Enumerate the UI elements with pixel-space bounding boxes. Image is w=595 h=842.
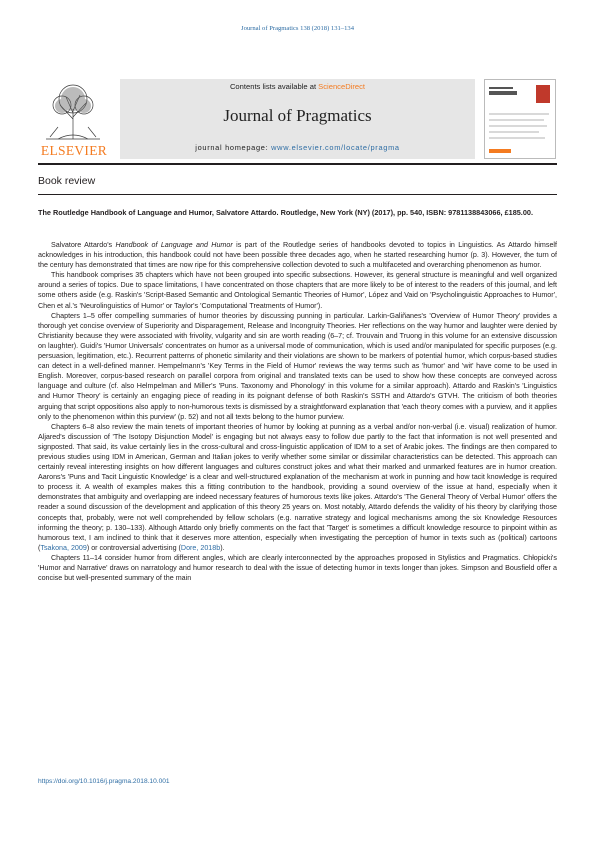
article-body bbox=[38, 240, 557, 583]
header-divider-thick bbox=[38, 163, 557, 165]
journal-cover-thumbnail bbox=[484, 79, 556, 159]
sciencedirect-link[interactable]: ScienceDirect bbox=[318, 82, 366, 91]
section-divider-thin bbox=[38, 194, 557, 195]
paragraph-5: Chapters 11–14 consider humor from different angles, which are clearly interconnected by the approaches proposed in Stylistics and Pragmatics. Chłopicki's 'Humor and Narrative' draws on narratology and humor research to deal with the issue of detecting humor in texts longer than jokes. Simpson and Bousfield offer a concise but well-presented summary of the main bbox=[38, 553, 557, 583]
section-label: Book review bbox=[38, 175, 96, 187]
review-bibliographic-heading: The Routledge Handbook of Language and Humor, Salvatore Attardo. Routledge, New York (NY) (2017), pp. 540, ISBN: 9781138843066, £185.00. bbox=[38, 208, 533, 217]
citation-link-dore[interactable]: Dore, 2018b bbox=[180, 543, 221, 552]
journal-title: Journal of Pragmatics bbox=[223, 106, 372, 125]
journal-homepage-line bbox=[120, 143, 475, 152]
doi-link[interactable]: https://doi.org/10.1016/j.pragma.2018.10.001 bbox=[38, 778, 170, 785]
citation-link-tsakona[interactable]: Tsakona, 2009 bbox=[40, 543, 87, 552]
contents-prefix: Contents lists available at bbox=[229, 82, 319, 91]
paragraph-4: Chapters 6–8 also review the main tenets of important theories of humor by looking at punning as a verbal and/or non-verbal (i.e. visual) realization of humor. Aljared's discussion of 'The Isotopy Disjunction Model' is engaging but not always easy to follow due partly to the fact that information is not well presented and signposted. That said, its value certainly lies in the cross-cultural and cross-linguistic application of IDM to a set of Arabic jokes. The findings are then compared to previous studies using IDM in American, German and Italian jokes to verify whether some similar or dissimilar characteristics can be detected. This approach can certainly reveal interesting insights on how different languages and cultures construct jokes and what their marked and unmarked features are in humor creation. Aarons's 'Puns and Tacit Linguistic Knowledge' is a clear and well-structured explanation of the mechanism at work in punning and how tacit knowledge is required to process it. A wealth of examples makes this a fitting contribution to the handbook, providing a sound overview of the issue at hand, especially when it demonstrates that ambiguity and overlapping are indeed necessary features of humorous texts like jokes. Attardo's 'The General Theory of Verbal Humor' offers the reader a sound discussion of the development and application of this theory 25 years on. Most notably, Attardo defends the validity of his theory by clarifying those concepts that, probably, were not well comprehended by fellow scholars (e.g. narrative strategy and logical mechanisms among the six Knowledge Resources informing the theory; p. 130–133). Although Attardo only briefly comments on the fact that 'Target' is sometimes a difficult knowledge resource to pinpoint within as humorous text, I am inclined to think that it deserves more attention, especially when investigating the perception of humor in texts such as (political) cartoons (Tsakona, 2009) or controversial advertising (Dore, 2018b). bbox=[38, 422, 557, 552]
paragraph-2: This handbook comprises 35 chapters which have not been grouped into specific subsections. However, its general structure is meaningful and well organized around a series of topics. Due to space limitations, I have concentrated on those chapters that are more likely to be of interest to the readers of this journal, and left some others aside (e.g. Raskin's 'Script-Based Semantic and Ontological Semantic Theories of Humor', López and Vaid on 'Psycholinguistic Approaches to Humor', Chen et al.'s 'Neurolinguistics of Humor' or Taylor's 'Computational Treatments of Humor'). bbox=[38, 271, 557, 310]
homepage-url-link[interactable]: www.elsevier.com/locate/pragma bbox=[271, 143, 400, 152]
contents-line bbox=[120, 82, 475, 91]
journal-reference: Journal of Pragmatics 138 (2018) 131–134 bbox=[241, 25, 354, 32]
paragraph-3: Chapters 1–5 offer compelling summaries of humor theories by discussing punning in particular. Larkin-Galiñanes's 'Overview of Humor Theory' provides a thorough yet concise overview of Superiority and Disparagement, Release and Incongruity Theories. Her reflections on the way humor and laughter were denied by Christianity because they were associated with frivolity, vulgarity and sin are worth reading (6–7; cf. Trouvain and Truong in this volume for an extensive discussion on laughter). Guidi's 'Humor Universals' concentrates on humor as a universal mode of communication, which is used and/or manipulated for specific purposes (e.g. persuasion, legitimation, etc.). Recurrent patterns of phonetic similarity and their violations are shown to be markers of potential humor, which corpus-based studies can detect in a well-defined manner. Hempelmann's 'Key Terms in the Field of Humor' reviews the way terms such as 'humor' and 'wit' have come to be used in English. Moreover, corpus-based research on parallel corpora from original and translated texts can be used to show how these concepts are conveyed across language and culture (cf. also Helmpelman and Miller's 'Puns. Taxonomy and Phonology' in this volume for a similar approach). Attardo and Raskin's 'Linguistics and Humor Theory' is certainly an engaging piece of reading in its poignant defense of both Raskin's SSTH and Attardo's GTVH. The criticism of both theories arguing that script oppositions also apply to non-humorous texts is dismissed by a straightforward explanation that 'each theory comes with a purview, and it applies only to the phenomenon within this purview' (p. 52) and not all texts belong to the humor purview. bbox=[38, 311, 557, 421]
book-title-italic: Handbook of Language and Humor bbox=[115, 241, 233, 249]
homepage-prefix: journal homepage: bbox=[195, 143, 272, 152]
paragraph-1: Salvatore Attardo's Handbook of Language and Humor is part of the Routledge series of handbooks devoted to topics in Linguistics. As Attardo himself acknowledges in his introduction, this handbook could not have been possible three decades ago, when he started researching humor (p. 3). However, the turn of the century has demonstrated that times are now ripe for this comprehensive collection devoted to such a multifaceted and overarching phenomenon as humor. bbox=[38, 241, 557, 270]
publisher-wordmark: ELSEVIER bbox=[40, 143, 108, 158]
